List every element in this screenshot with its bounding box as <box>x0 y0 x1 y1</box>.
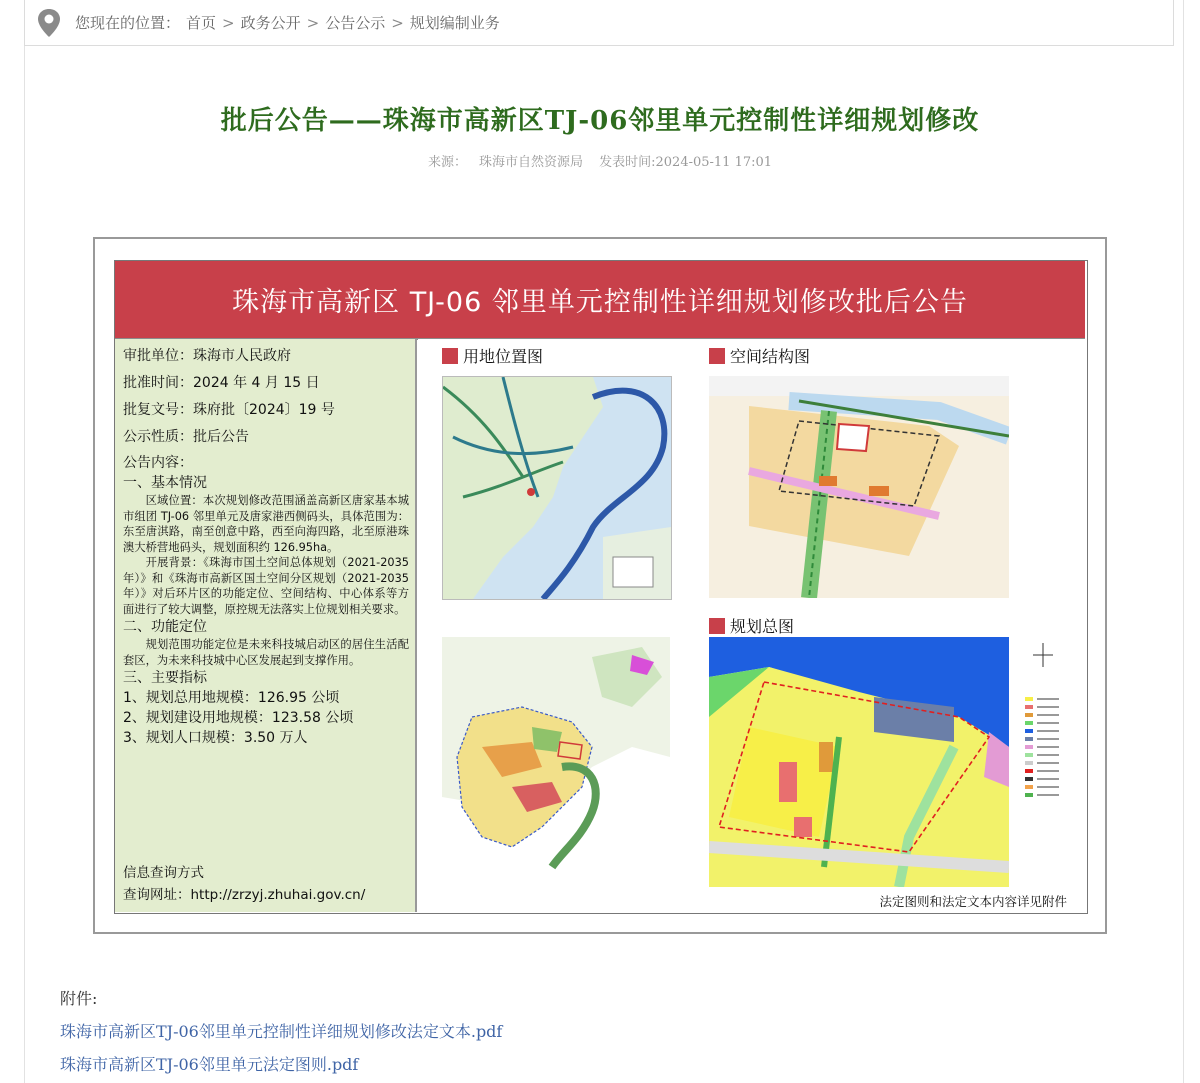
red-square-icon <box>442 348 458 364</box>
master-plan-title: 规划总图 <box>709 614 794 637</box>
query-url: 查询网址：http://zrzyj.zhuhai.gov.cn/ <box>123 887 366 903</box>
article-title: 批后公告——珠海市高新区TJ-06邻里单元控制性详细规划修改 <box>220 106 980 136</box>
spatial-structure-image <box>709 376 1009 598</box>
info-approval-date: 批准时间：2024 年 4 月 15 日 <box>123 375 320 391</box>
breadcrumb-prefix: 您现在的位置： <box>75 14 181 32</box>
notice-poster-image <box>93 237 1107 934</box>
indicator-population: 3、规划人口规模：3.50 万人 <box>123 730 308 746</box>
source-value: 珠海市自然资源局 <box>478 155 583 170</box>
poster-footnote: 法定图则和法定文本内容详见附件 <box>879 894 1067 909</box>
red-square-icon <box>709 348 725 364</box>
breadcrumb-planning-link[interactable]: 规划编制业务 <box>409 14 500 32</box>
structure-map-title: 空间结构图 <box>709 344 810 367</box>
breadcrumb-notices-link[interactable]: 公告公示 <box>325 14 386 32</box>
poster-info-panel <box>115 339 417 912</box>
zoning-map-image <box>442 637 670 885</box>
location-map-image <box>442 376 672 600</box>
breadcrumb-separator: > <box>391 13 404 32</box>
poster-maps-panel <box>418 339 1085 912</box>
poster-frame <box>114 260 1088 914</box>
location-pin-icon <box>37 8 61 38</box>
attachment-link-text[interactable]: 珠海市高新区TJ-06邻里单元控制性详细规划修改法定文本.pdf <box>60 1022 503 1041</box>
query-label: 信息查询方式 <box>123 865 204 881</box>
time-value: 2024-05-11 17:01 <box>655 155 773 170</box>
poster-banner: 珠海市高新区 TJ-06 邻里单元控制性详细规划修改批后公告 <box>115 261 1085 340</box>
info-notice-type: 公示性质：批后公告 <box>123 429 249 445</box>
para-location: 区域位置：本次规划修改范围涵盖高新区唐家基本城市组团 TJ-06 邻里单元及唐家港西侧码头，具体范围为：东至唐淇路，南至创意中路，西至向海四路，北至原港珠澳大桥营地码头，规划面积约 126.95ha。 <box>123 494 409 554</box>
indicator-construction: 2、规划建设用地规模：123.58 公顷 <box>123 710 354 726</box>
breadcrumb-separator: > <box>222 13 235 32</box>
breadcrumb-separator: > <box>306 13 320 32</box>
breadcrumb-gov-info-link[interactable]: 政务公开 <box>240 14 301 32</box>
info-doc-number: 批复文号：珠府批〔2024〕19 号 <box>123 402 335 418</box>
article-meta <box>0 151 1200 170</box>
time-label: 发表时间: <box>599 155 656 170</box>
location-map-title: 用地位置图 <box>442 344 543 367</box>
breadcrumb-home-link[interactable]: 首页 <box>186 14 217 32</box>
attachments-label: 附件: <box>60 989 98 1008</box>
red-square-icon <box>709 618 725 634</box>
source-label: 来源： <box>427 155 467 170</box>
query-info <box>123 862 365 906</box>
para-function: 规划范围功能定位是未来科技城启动区的居住生活配套区，为未来科技城中心区发展起到支撑作用。 <box>123 638 409 667</box>
legend-image <box>1019 637 1067 867</box>
para-background: 开展背景：《珠海市国土空间总体规划（2021-2035 年）》和《珠海市高新区国土空间分区规划（2021-2035 年）》对后环片区的功能定位、空间结构、中心体系等方面进行了较大调整，原控规无法落实上位规划相关要求。 <box>123 556 409 616</box>
content-label: 公告内容： <box>123 455 193 471</box>
indicator-total: 1、规划总用地规模：126.95 公顷 <box>123 690 340 706</box>
master-plan-image <box>709 637 1009 887</box>
section-indicators: 三、主要指标 <box>123 670 207 686</box>
section-function: 二、功能定位 <box>123 619 207 635</box>
attachment-link-drawings[interactable]: 珠海市高新区TJ-06邻里单元法定图则.pdf <box>60 1055 359 1074</box>
section-basic: 一、基本情况 <box>123 475 207 491</box>
info-approver: 审批单位：珠海市人民政府 <box>123 348 291 364</box>
breadcrumb <box>24 0 1174 46</box>
